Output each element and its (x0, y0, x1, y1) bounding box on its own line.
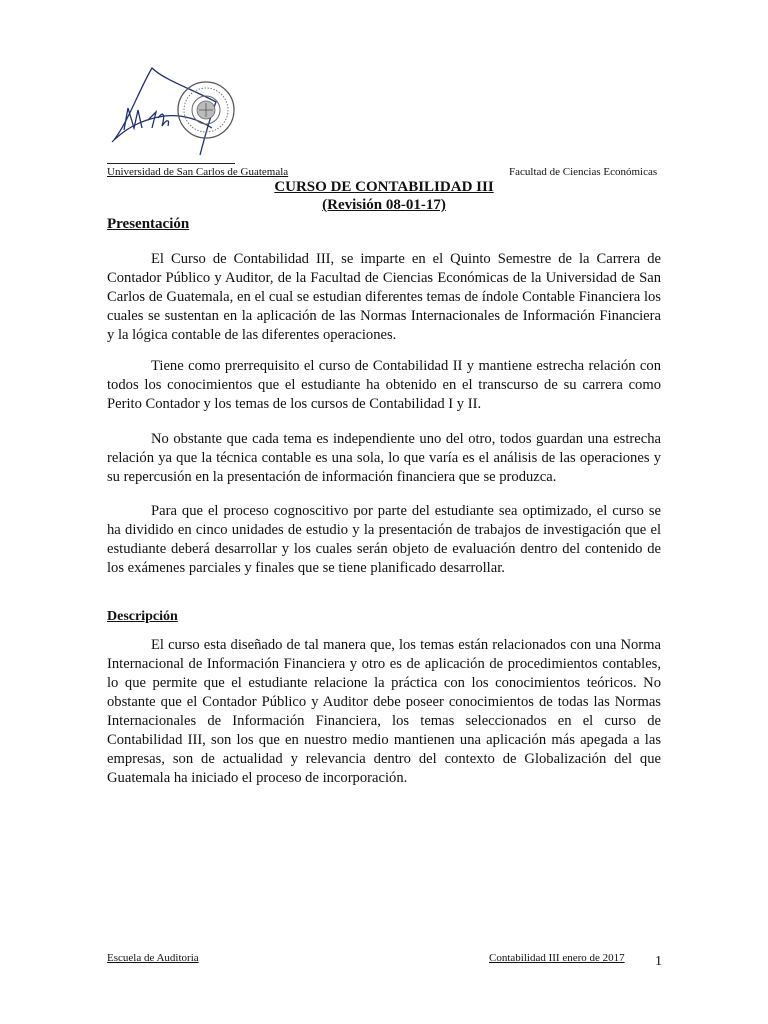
signature-and-seal (104, 60, 254, 160)
header-rule (107, 163, 235, 164)
footer-school: Escuela de Auditoria (107, 952, 199, 964)
footer-course-date: Contabilidad III enero de 2017 (489, 952, 625, 964)
document-title: CURSO DE CONTABILIDAD III (274, 179, 494, 195)
header-university: Universidad de San Carlos de Guatemala (107, 166, 289, 178)
paragraph: No obstante que cada tema es independiente uno del otro, todos guardan una estrecha relación ya que la técnica contable es una sola, lo que varía es el análisis de las operaciones y su repercusión en la presentación de información financiera que se produzca. (107, 431, 661, 485)
university-seal-icon (176, 80, 236, 140)
section-heading-presentacion: Presentación (107, 216, 190, 232)
paragraph: Tiene como prerrequisito el curso de Contabilidad II y mantiene estrecha relación con todos los conocimientos que el estudiante ha obtenido en el transcurso de su carrera como Perito Contador y los temas de los cursos de Contabilidad I y II. (107, 358, 661, 412)
paragraph: Para que el proceso cognoscitivo por parte del estudiante sea optimizado, el curso se ha dividido en cinco unidades de estudio y la presentación de trabajos de investigación que el estudiante deberá desarrollar y los cuales serán objeto de evaluación dentro del contenido de los exámenes parciales y finales que se tiene planificado desarrollar. (107, 503, 661, 576)
document-revision: (Revisión 08-01-17) (322, 197, 446, 213)
paragraph: El Curso de Contabilidad III, se imparte en el Quinto Semestre de la Carrera de Contador Público y Auditor, de la Facultad de Ciencias Económicas de la Universidad de San Carlos de Guatemala, en el cual se estudian diferentes temas de índole Contable Financiera los cuales se sustentan en la aplicación de las Normas Internacionales de Información Financiera y la lógica contable de las diferentes operaciones. (107, 251, 661, 343)
header-faculty: Facultad de Ciencias Económicas (509, 166, 658, 178)
section-heading-descripcion: Descripción (107, 609, 178, 624)
paragraph: El curso esta diseñado de tal manera que, los temas están relacionados con una Norma Internacional de Información Financiera y otro es de aplicación de procedimientos contables, lo que permite que el estudiante relacione la práctica con los conocimientos teóricos. No obstante que el Contador Público y Auditor debe poseer conocimientos de todas las Normas Internacionales de Información Financiera, los temas seleccionados en el curso de Contabilidad III, son los que en nuestro medio mantienen una aplicación más apegada a las empresas, son de actualidad y relevancia dentro del contexto de Globalización del que Guatemala ha iniciado el proceso de incorporación. (107, 637, 661, 786)
page-number: 1 (655, 954, 662, 969)
